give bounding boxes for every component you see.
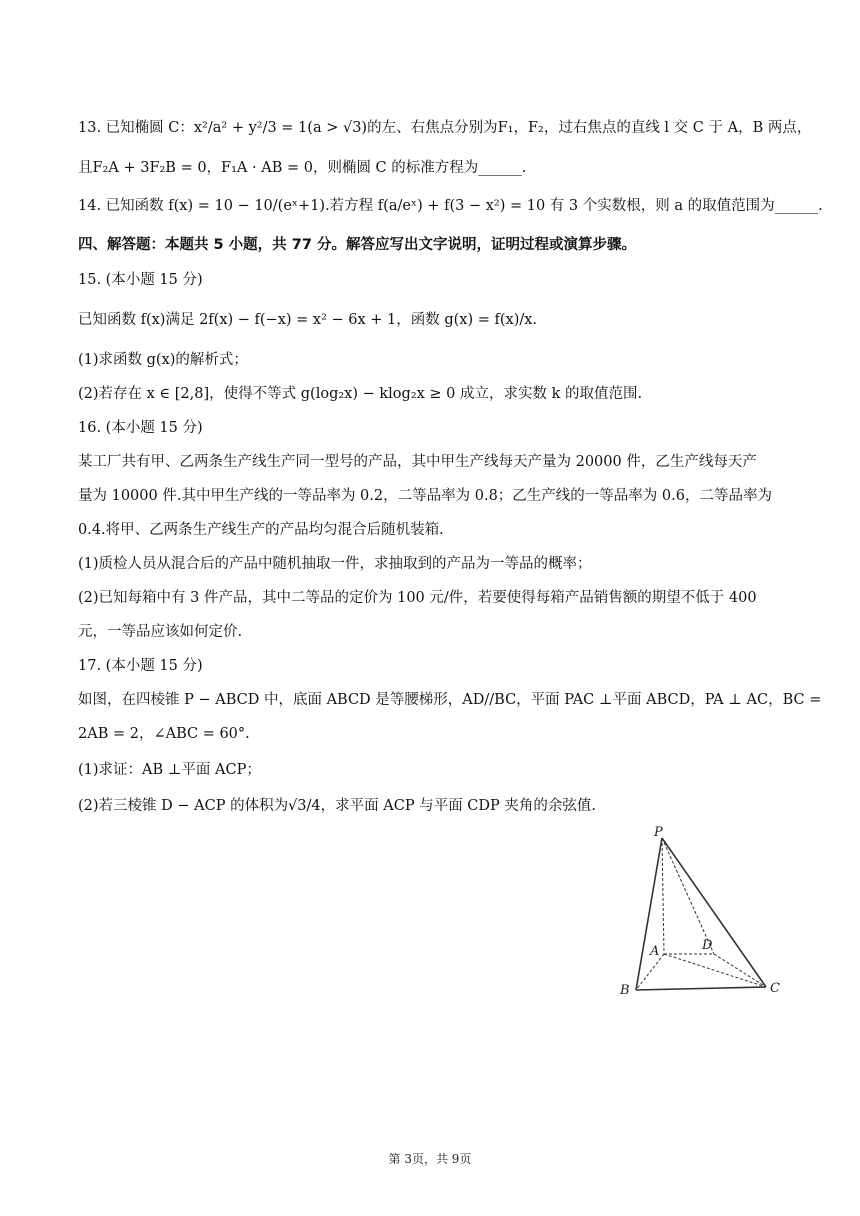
q16-part2-line1: (2)已知每箱中有 3 件产品，其中二等品的定价为 100 元/件，若要使得每箱产品销售额的期望不低于 400 — [78, 590, 757, 606]
q16-stem-line2: 量为 10000 件.其中甲生产线的一等品率为 0.2，二等品率为 0.8；乙生产线的一等品率为 0.6，二等品率为 — [78, 488, 772, 504]
q16-stem-line1: 某工厂共有甲、乙两条生产线生产同一型号的产品，其中甲生产线每天产量为 20000 件，乙生产线每天产 — [78, 454, 757, 470]
page-footer: 第 3页，共 9页 — [388, 1152, 472, 1166]
label-D: D — [702, 938, 713, 953]
pyramid-diagram — [612, 822, 792, 1000]
edge-BC — [636, 987, 766, 990]
q16-part1: (1)质检人员从混合后的产品中随机抽取一件，求抽取到的产品为一等品的概率； — [78, 556, 592, 572]
q15-part2: (2)若存在 x ∈ [2,8]，使得不等式 g(log₂x) − klog₂x ≥ 0 成立，求实数 k 的取值范围. — [78, 386, 643, 402]
edge-PB — [636, 838, 662, 990]
q17-part2: (2)若三棱锥 D − ACP 的体积为√3/4，求平面 ACP 与平面 CDP 夹角的余弦值. — [78, 798, 596, 814]
edge-PC — [662, 838, 766, 987]
q13-line2: 且F₂A + 3F₂B = 0，F₁A · AB = 0，则椭圆 C 的标准方程为______. — [78, 160, 527, 176]
q15-title: 15. (本小题 15 分) — [78, 272, 203, 288]
label-B: B — [620, 983, 630, 998]
edge-PA — [662, 838, 664, 954]
q17-part1: (1)求证：AB ⊥平面 ACP； — [78, 762, 261, 778]
pyramid-figure — [612, 822, 792, 1000]
q15-part1: (1)求函数 g(x)的解析式； — [78, 352, 248, 368]
label-C: C — [770, 981, 780, 996]
section-header: 四、解答题：本题共 5 小题，共 77 分。解答应写出文字说明，证明过程或演算步骤。 — [78, 237, 636, 253]
q16-title: 16. (本小题 15 分) — [78, 420, 203, 436]
q16-part2-line2: 元，一等品应该如何定价. — [78, 624, 243, 640]
edge-PD — [662, 838, 714, 954]
edge-DC — [714, 954, 766, 987]
q17-stem-line1: 如图，在四棱锥 P − ABCD 中，底面 ABCD 是等腰梯形，AD//BC，平面 PAC ⊥平面 ABCD，PA ⊥ AC，BC = — [78, 692, 822, 708]
label-P: P — [654, 825, 663, 840]
q17-stem-line2: 2AB = 2，∠ABC = 60°. — [78, 726, 250, 742]
q14-line: 14. 已知函数 f(x) = 10 − 10/(eˣ+1).若方程 f(a/eˣ) + f(3 − x²) = 10 有 3 个实数根，则 a 的取值范围为______. — [78, 198, 823, 214]
edge-AB — [636, 954, 664, 990]
q15-stem: 已知函数 f(x)满足 2f(x) − f(−x) = x² − 6x + 1，函数 g(x) = f(x)/x. — [78, 312, 538, 328]
q13-line1: 13. 已知椭圆 C：x²/a² + y²/3 = 1(a > √3)的左、右焦点分别为F₁，F₂，过右焦点的直线 l 交 C 于 A，B 两点， — [78, 120, 812, 136]
q16-stem-line3: 0.4.将甲、乙两条生产线生产的产品均匀混合后随机装箱. — [78, 522, 444, 538]
q17-title: 17. (本小题 15 分) — [78, 658, 203, 674]
edge-AC — [664, 954, 766, 987]
label-A: A — [650, 944, 660, 959]
